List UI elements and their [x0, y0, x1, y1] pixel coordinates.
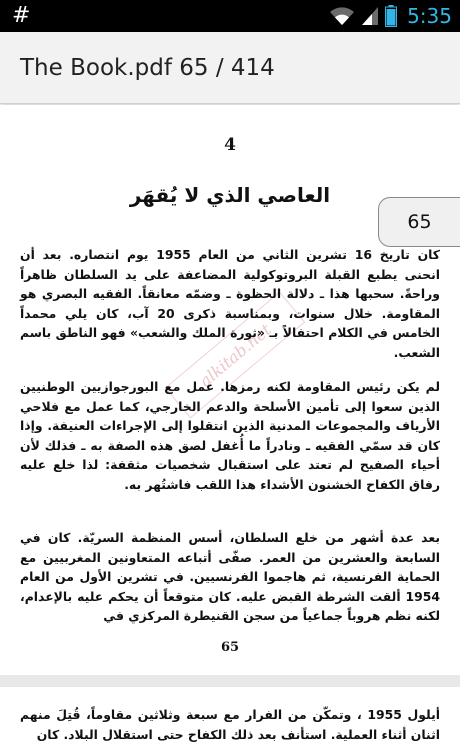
status-bar	[0, 0, 460, 32]
watermark: alkitab.net	[165, 291, 306, 418]
paragraph-3: بعد عدة أشهر من خلع السلطان، أسس المنظمة السريّة. كان في السابعة والعشرين من العمر. صفّى أتباعه المتعاونين المغربيين مع الحماية الفرنسية، ثم هاجموا الفرنسيين. في تشرين الأول من العام 1954 ألقت الشرطة القبض عليه. كان متوقعاً أن يحكم عليه بالإعدام، لكنه نظم هروباً جماعياً من سجن القنيطرة المركزي في	[20, 530, 440, 624]
notification-hash-icon: #	[12, 3, 31, 28]
status-icons	[329, 0, 452, 32]
wifi-icon	[329, 6, 355, 26]
chapter-number: 4	[224, 135, 236, 155]
battery-icon	[385, 5, 397, 27]
page-indicator-badge[interactable]: 65	[378, 197, 460, 247]
pdf-page[interactable]	[0, 105, 460, 675]
page-separator	[0, 675, 460, 687]
status-time: 5:35	[407, 4, 452, 28]
document-title: The Book.pdf 65 / 414	[20, 54, 275, 81]
paragraph-2: لم يكن رئيس المقاومة لكنه رمزها. عمل مع البورجوازيين الوطنيين الذين سعوا إلى تأمين الأسلحة والدعم الخارجي، كما عمل مع فلاحي الأرياف والمجموعات المدنية الذين انتقلوا إلى الإجراءات العنيفة. وإذا كان قد سمّي الفقيه ـ ونادراً ما أُغفل لصق هذه الصفة به ـ فذلك لأن أحياء الصفيح لم تعتد على استقبال شخصيات مثقفة: لذا خلع عليه رفاق الكفاح الخشنون الأشداء هذا اللقب فاشتُهر به.	[20, 379, 440, 492]
chapter-title: العاصي الذي لا يُقهَر	[129, 183, 331, 207]
page-footer-number: 65	[220, 640, 240, 655]
action-bar	[0, 32, 460, 104]
pdf-next-page[interactable]	[0, 687, 460, 750]
next-page-paragraph: أيلول 1955 ، وتمكّن من الفرار مع سبعة وثلاثين مقاوماً، قُتِلَ منهم اثنان أثناء العملية. استأنف بعد ذلك الكفاح حتى استقلال البلاد. كان	[20, 707, 440, 742]
paragraph-1: كان تاريخ 16 تشرين الثاني من العام 1955 يوم انتصاره. بعد أن انحنى يطبع القبلة البروتوكولية المضاعفة على يد السلطان ظاهراً وراحةً. سحبها هذا ـ دلالة الحظوة ـ وضمّه معانقاً. الفقيه البصري هو المقاومة. خلال سنوات، وبمناسبة ذكرى 20 آب، كان يلي محمداً الخامس في الكلام احتفالاً بـ «ثورة الملك والشعب» فهو الناطق باسم الشعب.	[20, 247, 441, 360]
signal-icon	[361, 6, 379, 26]
